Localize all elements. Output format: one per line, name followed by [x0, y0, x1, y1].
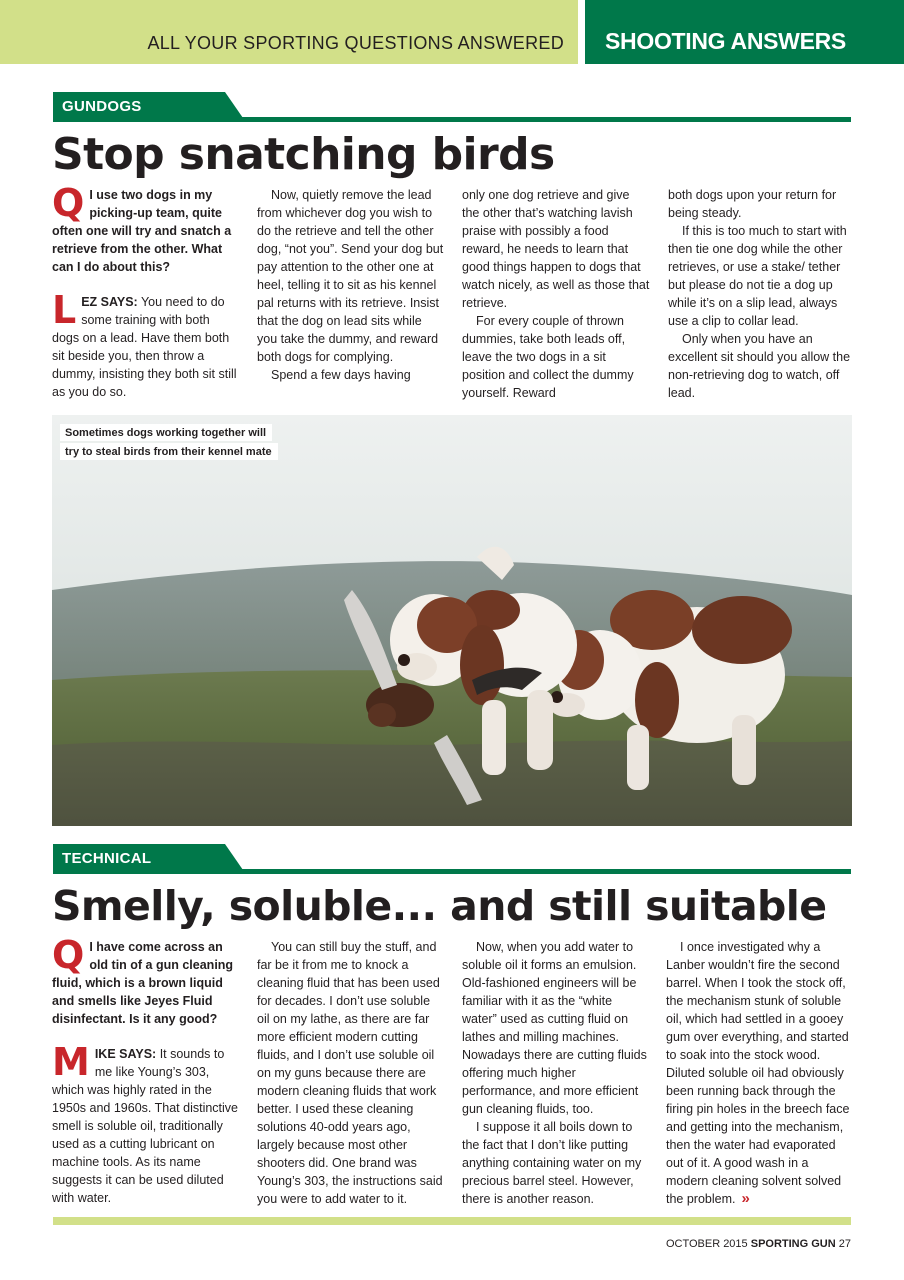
question [52, 181, 240, 276]
article-headline: Stop snatching birds [52, 129, 555, 180]
question-text: I use two dogs in my picking-up team, quite often one will try and snatch a retrieve from the other. What can I do about this? [52, 188, 232, 274]
answer-text: You need to do some training with both dogs on a lead. Have them both sit beside you, then throw a dummy, insisting they both sit still as you do so. [52, 295, 237, 399]
article1-column-4 [668, 186, 856, 402]
paragraph-text: I once investigated why a Lanber wouldn’t fire the second barrel. When I took the stock off, the mechanism stunk of soluble oil, which had settled in a gooey gum over everything, and started to soak into the stock wood. Diluted soluble oil had obviously been running back through the firing pin holes in the breech face and getting into the mechanism, then the water had evaporated out of it. A good wash in a modern cleaning solvent solved the problem. [666, 940, 850, 1206]
answer-dropcap: L [52, 288, 77, 332]
dogs-photo [52, 415, 852, 826]
paragraph: both dogs upon your return for being steady. [668, 188, 837, 220]
question-text: I have come across an old tin of a gun cleaning fluid, which is a brown liquid and smells like Jeyes Fluid disinfectant. Is it any good? [52, 940, 234, 1026]
section-title: SHOOTING ANSWERS [605, 28, 846, 54]
section-rule [53, 869, 851, 874]
bottom-rule [53, 1217, 851, 1225]
question-dropcap: Q [52, 933, 85, 977]
photo-illustration [52, 415, 852, 826]
article1-column-1 [52, 181, 240, 401]
paragraph: Spend a few days having [271, 368, 411, 382]
article1-column-2 [257, 186, 445, 384]
paragraph: Now, quietly remove the lead from whichever dog you wish to do the retrieve and tell the other dog, “not you”. Send your dog but pay attention to the other one at heel, telling it to sit as his kennel pal returns with its retrieve. Insist that the dog on lead sits while you take the dummy, and reward both dogs for complying. [257, 188, 444, 364]
article2-column-2 [257, 938, 445, 1208]
answer-byline: EZ SAYS: [81, 295, 138, 309]
answer-text: It sounds to me like Young’s 303, which was highly rated in the 1950s and 1960s. That distinctive smell is soluble oil, traditionally used as a cutting lubricant on machine tools. As its name suggests it can be used diluted with water. [52, 1047, 239, 1205]
tab-label: TECHNICAL [62, 850, 152, 867]
article2-column-4 [666, 938, 854, 1208]
paragraph: Only when you have an excellent sit should you allow the non-retrieving dog to watch, off lead. [668, 332, 851, 400]
section-rule [53, 117, 851, 122]
paragraph: only one dog retrieve and give the other that’s watching lavish praise with possibly a food reward, he needs to learn that good things happen to dogs that watch nicely, as well as those that retrieve. [462, 188, 650, 310]
paragraph [666, 938, 854, 1208]
article2-column-3 [462, 938, 650, 1208]
paragraph: For every couple of thrown dummies, take both leads off, leave the two dogs in a sit position and collect the dummy yourself. Reward [462, 314, 634, 400]
paragraph: You can still buy the stuff, and far be it from me to knock a cleaning fluid that has been used for decades. I don’t use soluble oil on my lathe, as there are far more efficient modern cutting fluids, and I don’t use soluble oil on my guns because there are modern cleaning fluids that work better. I used these cleaning solutions 40-odd years ago, largely because most other shooters did. One brand was Young’s 303, the instructions said you were to add water to it. [257, 940, 443, 1206]
article1-column-3 [462, 186, 650, 402]
header-tagline-bar [0, 0, 578, 64]
article2-column-1 [52, 933, 240, 1207]
issue-date: OCTOBER 2015 [665, 1238, 748, 1250]
tab-label: GUNDOGS [62, 98, 142, 115]
article-headline: Smelly, soluble... and still suitable [52, 882, 827, 930]
photo-caption-line-2: try to steal birds from their kennel mate [60, 443, 278, 460]
magazine-name: SPORTING GUN [750, 1238, 836, 1250]
paragraph: Now, when you add water to soluble oil it forms an emulsion. Old-fashioned engineers will be familiar with it as the “white water” used as cutting fluid on lathes and milling machines. Nowadays there are cutting fluids offering much higher performance, and more efficient gun cleaning fluids, too. [462, 940, 647, 1116]
answer-dropcap: M [52, 1040, 90, 1084]
end-mark: » [741, 1190, 750, 1207]
paragraph: I suppose it all boils down to the fact that I don’t like putting anything containing water on my precious barrel steel. However, there is another reason. [462, 1120, 642, 1206]
page-footer [666, 1238, 851, 1250]
answer-byline: IKE SAYS: [94, 1047, 157, 1061]
answer [52, 1040, 240, 1207]
question-dropcap: Q [52, 181, 85, 225]
answer [52, 288, 240, 401]
paragraph: If this is too much to start with then tie one dog while the other retrieves, or use a stake/ tether but please do not tie a dog up while it’s on a slip lead, always use a clip to collar lead. [668, 224, 847, 328]
header-section-bar [585, 0, 904, 64]
question [52, 933, 240, 1028]
photo-caption-line-1: Sometimes dogs working together will [60, 424, 272, 441]
page-number: 27 [838, 1238, 851, 1250]
header-tagline: ALL YOUR SPORTING QUESTIONS ANSWERED [147, 33, 564, 53]
